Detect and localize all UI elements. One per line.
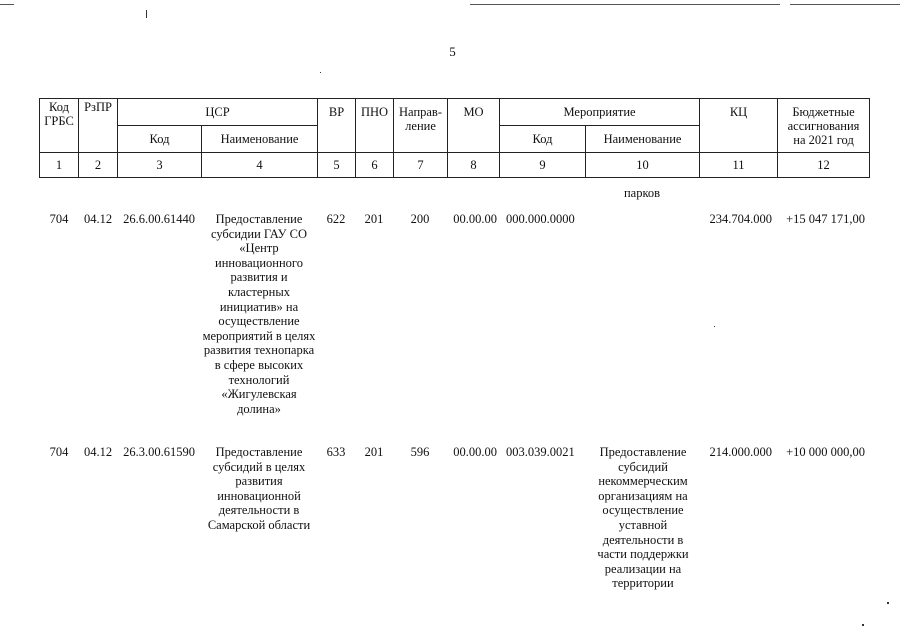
row2-amount: +10 000 000,00 bbox=[786, 445, 865, 459]
row1-mer-kod: 000.000.0000 bbox=[506, 212, 575, 226]
header-meropriyatie: Мероприятие bbox=[500, 99, 700, 126]
header-mer-name: Наименование bbox=[586, 126, 700, 153]
header-mer-kod: Код bbox=[500, 126, 586, 153]
row2-pno: 201 bbox=[364, 445, 384, 459]
row1-mo: 00.00.00 bbox=[453, 212, 497, 226]
col-num-3: 3 bbox=[118, 153, 202, 178]
col-num-1: 1 bbox=[40, 153, 79, 178]
col-num-9: 9 bbox=[500, 153, 586, 178]
row2-kc: 214.000.000 bbox=[709, 445, 772, 459]
scan-speck bbox=[146, 10, 147, 18]
col-num-11: 11 bbox=[700, 153, 778, 178]
row2-name: Предоставление субсидий в целях развития инновационной деятельности в Самарской области bbox=[207, 445, 311, 532]
header-pno: ПНО bbox=[356, 99, 394, 153]
col-num-7: 7 bbox=[394, 153, 448, 178]
row1-vr: 622 bbox=[326, 212, 346, 226]
row2-mer-kod: 003.039.0021 bbox=[506, 445, 575, 459]
row1-name: Предоставление субсидии ГАУ СО «Центр инновационного развития и кластерных инициатив» на осуществление мероприятий в целях развития технопарка в сфере высоких технологий «Жигулевская долина» bbox=[202, 212, 316, 416]
row1-amount: +15 047 171,00 bbox=[786, 212, 865, 226]
header-kc: КЦ bbox=[700, 99, 778, 153]
header-vr: ВР bbox=[318, 99, 356, 153]
col-num-8: 8 bbox=[448, 153, 500, 178]
header-csr: ЦСР bbox=[118, 99, 318, 126]
row1-pno: 201 bbox=[364, 212, 384, 226]
row2-grbs: 704 bbox=[49, 445, 69, 459]
header-csr-name: Наименование bbox=[202, 126, 318, 153]
row2-vr: 633 bbox=[326, 445, 346, 459]
budget-table-header bbox=[39, 98, 870, 178]
col-num-6: 6 bbox=[356, 153, 394, 178]
row2-csr: 26.3.00.61590 bbox=[123, 445, 195, 459]
row1-csr: 26.6.00.61440 bbox=[123, 212, 195, 226]
header-csr-kod: Код bbox=[118, 126, 202, 153]
row2-napr: 596 bbox=[410, 445, 430, 459]
header-rzpr: РзПР bbox=[79, 99, 118, 153]
col-num-10: 10 bbox=[586, 153, 700, 178]
page-number: 5 bbox=[449, 44, 456, 59]
scan-speck bbox=[714, 326, 715, 327]
top-edge-rule bbox=[0, 4, 14, 5]
row2-rzpr: 04.12 bbox=[83, 445, 113, 459]
row2-mer-name: Предоставление субсидий некоммерческим организациям на осуществление уставной деятельности в части поддержки реализации на территории bbox=[597, 445, 689, 591]
col-num-5: 5 bbox=[318, 153, 356, 178]
header-budget: Бюджетные ассигнования на 2021 год bbox=[778, 99, 870, 153]
scan-speck bbox=[862, 624, 864, 626]
top-edge-rule bbox=[790, 4, 900, 5]
header-mo: МО bbox=[448, 99, 500, 153]
col-num-4: 4 bbox=[202, 153, 318, 178]
row1-grbs: 704 bbox=[49, 212, 69, 226]
col-num-2: 2 bbox=[79, 153, 118, 178]
top-edge-rule bbox=[470, 4, 780, 5]
row2-mo: 00.00.00 bbox=[453, 445, 497, 459]
scan-speck bbox=[887, 602, 889, 604]
row1-napr: 200 bbox=[410, 212, 430, 226]
col-num-12: 12 bbox=[778, 153, 870, 178]
header-napravlenie: Направ-ление bbox=[394, 99, 448, 153]
carryover-text: парков bbox=[623, 186, 661, 200]
row1-rzpr: 04.12 bbox=[83, 212, 113, 226]
row1-kc: 234.704.000 bbox=[709, 212, 772, 226]
header-kod-grbs: Код ГРБС bbox=[40, 99, 79, 153]
scan-speck bbox=[320, 72, 321, 73]
